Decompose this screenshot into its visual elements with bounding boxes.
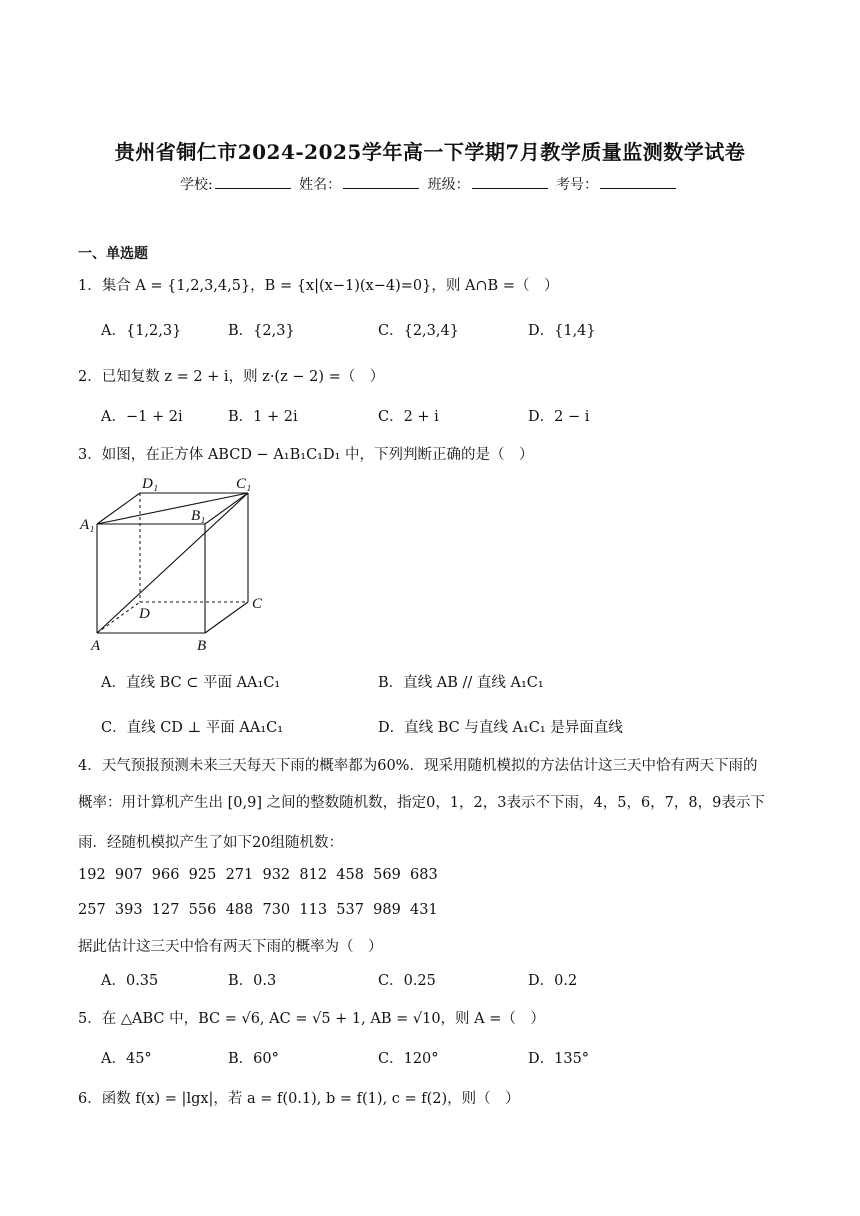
q4-option-a: A．0.35	[101, 973, 159, 989]
q2-option-a: A．−1 + 2i	[101, 409, 183, 425]
q4-option-d: D．0.2	[528, 973, 578, 989]
class-blank[interactable]	[472, 176, 548, 189]
label-c1: C₁	[236, 476, 252, 492]
exam-number-blank[interactable]	[600, 176, 676, 189]
question-4-line-3: 雨．经随机模拟产生了如下20组随机数：	[78, 835, 343, 851]
edge-b-c	[205, 602, 248, 633]
edge-a-d-hidden	[97, 602, 140, 633]
question-4-line-1: 4．天气预报预测未来三天每天下雨的概率都为60%．现采用随机模拟的方法估计这三天中恰有两天下雨的	[78, 758, 758, 774]
q5-option-c: C．120°	[378, 1051, 439, 1067]
q5-option-d: D．135°	[528, 1051, 590, 1067]
label-d: D	[139, 606, 150, 622]
label-a1: A₁	[80, 517, 95, 533]
name-blank[interactable]	[343, 176, 419, 189]
label-d1: D₁	[142, 476, 159, 492]
school-blank[interactable]	[215, 176, 291, 189]
cube-figure	[78, 474, 278, 656]
q5-option-b: B．60°	[228, 1051, 279, 1067]
question-1-stem: 1．集合 A = {1,2,3,4,5}，B = {x|(x−1)(x−4)=0}，则 A∩B =（ ）	[78, 278, 559, 294]
q3-option-a: A．直线 BC ⊂ 平面 AA₁C₁	[101, 675, 281, 691]
label-b1: B₁	[191, 508, 206, 524]
q3-option-d: D．直线 BC 与直线 A₁C₁ 是异面直线	[378, 720, 623, 736]
random-numbers-row-1: 192 907 966 925 271 932 812 458 569 683	[78, 867, 438, 883]
segment-a-c1	[97, 493, 248, 633]
segment-a1-c1	[97, 493, 248, 524]
class-label: 班级：	[427, 177, 470, 193]
q3-option-b: B．直线 AB // 直线 A₁C₁	[378, 675, 544, 691]
school-label: 学校:	[179, 177, 213, 193]
question-4-line-2: 概率：用计算机产生出 [0,9] 之间的整数随机数，指定0，1，2，3表示不下雨，4，5，6，7，8，9表示下	[78, 795, 765, 811]
question-4-line-4: 据此估计这三天中恰有两天下雨的概率为（ ）	[78, 939, 383, 955]
section-title: 一、单选题	[78, 246, 148, 262]
q4-option-b: B．0.3	[228, 973, 277, 989]
q2-option-c: C．2 + i	[378, 409, 439, 425]
label-c: C	[252, 596, 263, 612]
exam-number-label: 考号：	[556, 177, 599, 193]
question-2-stem: 2．已知复数 z = 2 + i，则 z·(z − 2) =（ ）	[78, 369, 385, 385]
q1-option-d: D．{1,4}	[528, 323, 596, 339]
q4-option-c: C．0.25	[378, 973, 436, 989]
label-b: B	[197, 638, 207, 654]
exam-title: 贵州省铜仁市2024-2025学年高一下学期7月教学质量监测数学试卷	[114, 140, 746, 164]
q1-option-b: B．{2,3}	[228, 323, 295, 339]
q2-option-b: B．1 + 2i	[228, 409, 298, 425]
q3-option-c: C．直线 CD ⊥ 平面 AA₁C₁	[101, 720, 284, 736]
label-a: A	[91, 638, 101, 654]
question-3-stem: 3．如图，在正方体 ABCD − A₁B₁C₁D₁ 中，下列判断正确的是（ ）	[78, 447, 534, 463]
student-info-row	[0, 174, 860, 194]
q2-option-d: D．2 − i	[528, 409, 590, 425]
q1-option-c: C．{2,3,4}	[378, 323, 459, 339]
random-numbers-row-2: 257 393 127 556 488 730 113 537 989 431	[78, 902, 438, 918]
name-label: 姓名：	[299, 177, 342, 193]
question-5-stem: 5．在 △ABC 中，BC = √6, AC = √5 + 1, AB = √10，则 A =（ ）	[78, 1011, 545, 1027]
q5-option-a: A．45°	[101, 1051, 152, 1067]
question-6-stem: 6．函数 f(x) = |lgx|，若 a = f(0.1), b = f(1), c = f(2)，则（ ）	[78, 1091, 520, 1107]
q1-option-a: A．{1,2,3}	[101, 323, 182, 339]
